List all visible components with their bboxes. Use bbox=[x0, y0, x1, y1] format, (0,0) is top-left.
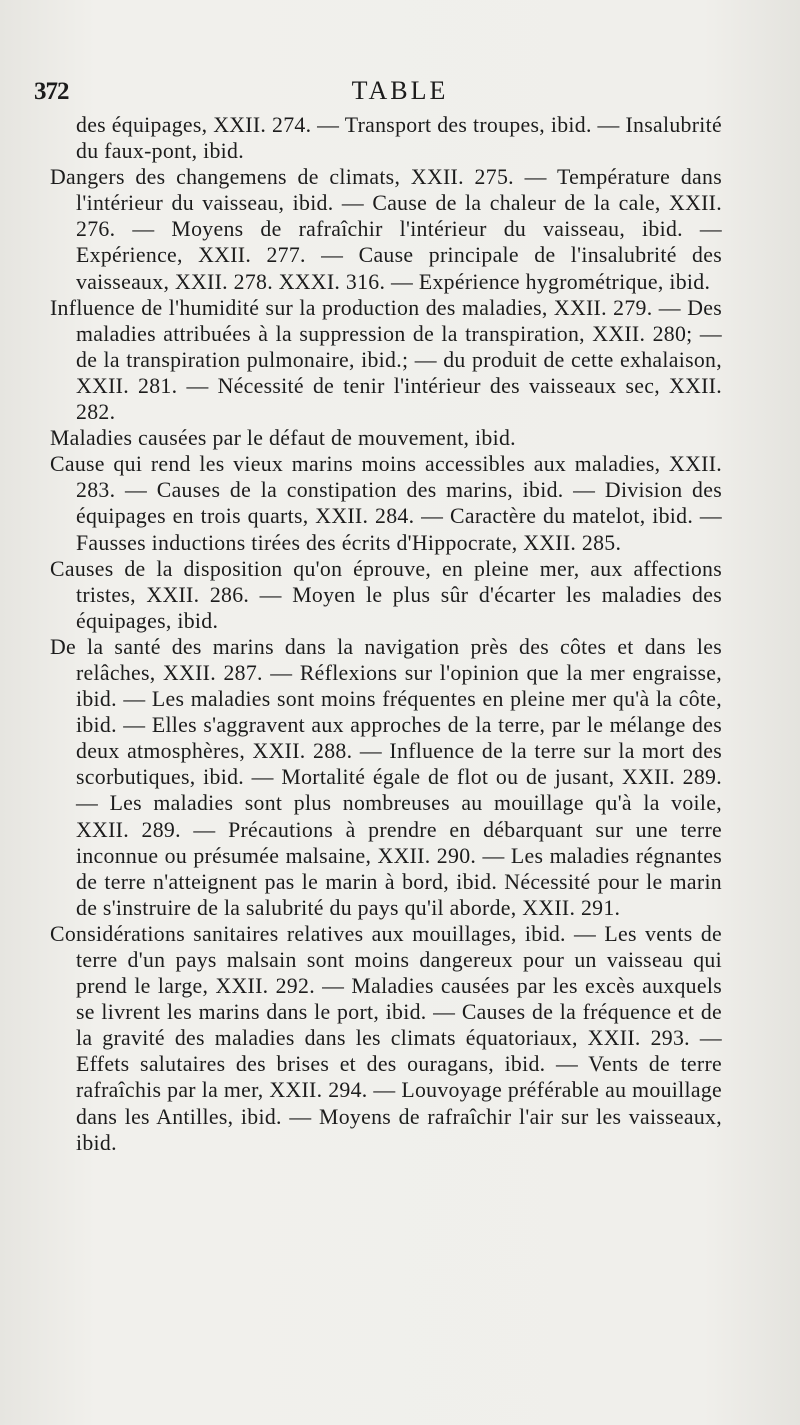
page-title: TABLE bbox=[351, 76, 449, 105]
index-entry: Considérations sanitaires relatives aux mouillages, ibid. — Les vents de terre d'un pays malsain sont moins dangereux pour un vaisseau qui prend le large, XXII. 292. — Maladies causées par les excès auxquels se livrent les marins dans le port, ibid. — Causes de la fréquence et de la gravité des maladies dans les climats équatoriaux, XXII. 293. — Effets salutaires des brises et des ouragans, ibid. — Vents de terre rafraîchis par la mer, XXII. 294. — Louvoyage préférable au mouillage dans les Antilles, ibid. — Moyens de rafraîchir l'air sur les vaisseaux, ibid. bbox=[50, 921, 722, 1155]
page-number: 372 bbox=[34, 78, 69, 105]
index-entry: Causes de la disposition qu'on éprouve, en pleine mer, aux affections tristes, XXII. 286. — Moyen le plus sûr d'écarter les maladies des équipages, ibid. bbox=[50, 556, 722, 633]
running-head bbox=[0, 74, 800, 114]
index-entry: Maladies causées par le défaut de mouvement, ibid. bbox=[50, 426, 516, 451]
index-entry: De la santé des marins dans la navigation près des côtes et dans les relâches, XXII. 287. — Réflexions sur l'opinion que la mer engraisse, ibid. — Les maladies sont moins fréquentes en pleine mer qu'à la côte, ibid. — Elles s'aggravent aux approches de la terre, par le mélange des deux atmosphères, XXII. 288. — Influence de la terre sur la mort des scorbutiques, ibid. — Mortalité égale de flot ou de jusant, XXII. 289. — Les maladies sont plus nombreuses au mouillage qu'à la voile, XXII. 289. — Précautions à prendre en débarquant sur une terre inconnue ou présumée malsaine, XXII. 290. — Les maladies régnantes de terre n'atteignent pas le marin à bord, ibid. Nécessité pour le marin de s'instruire de la salubrité du pays qu'il aborde, XXII. 291. bbox=[50, 634, 722, 920]
index-entry: des équipages, XXII. 274. — Transport des troupes, ibid. — Insalubrité du faux-pont, ibid. bbox=[76, 113, 722, 164]
index-entry: Influence de l'humidité sur la production des maladies, XXII. 279. — Des maladies attribuées à la suppression de la transpiration, XXII. 280; — de la transpiration pulmonaire, ibid.; — du produit de cette exhalaison, XXII. 281. — Nécessité de tenir l'intérieur des vaisseaux sec, XXII. 282. bbox=[50, 295, 722, 425]
index-entry: Dangers des changemens de climats, XXII. 275. — Température dans l'intérieur du vaisseau, ibid. — Cause de la chaleur de la cale, XXII. 276. — Moyens de rafraîchir l'intérieur du vaisseau, ibid. — Expérience, XXII. 277. — Cause principale de l'insalubrité des vaisseaux, XXII. 278. XXXI. 316. — Expérience hygrométrique, ibid. bbox=[50, 165, 722, 294]
index-entry: Cause qui rend les vieux marins moins accessibles aux maladies, XXII. 283. — Causes de la constipation des marins, ibid. — Division des équipages en trois quarts, XXII. 284. — Caractère du matelot, ibid. — Fausses inductions tirées des écrits d'Hippocrate, XXII. 285. bbox=[50, 452, 722, 555]
index-entries bbox=[50, 112, 722, 1156]
